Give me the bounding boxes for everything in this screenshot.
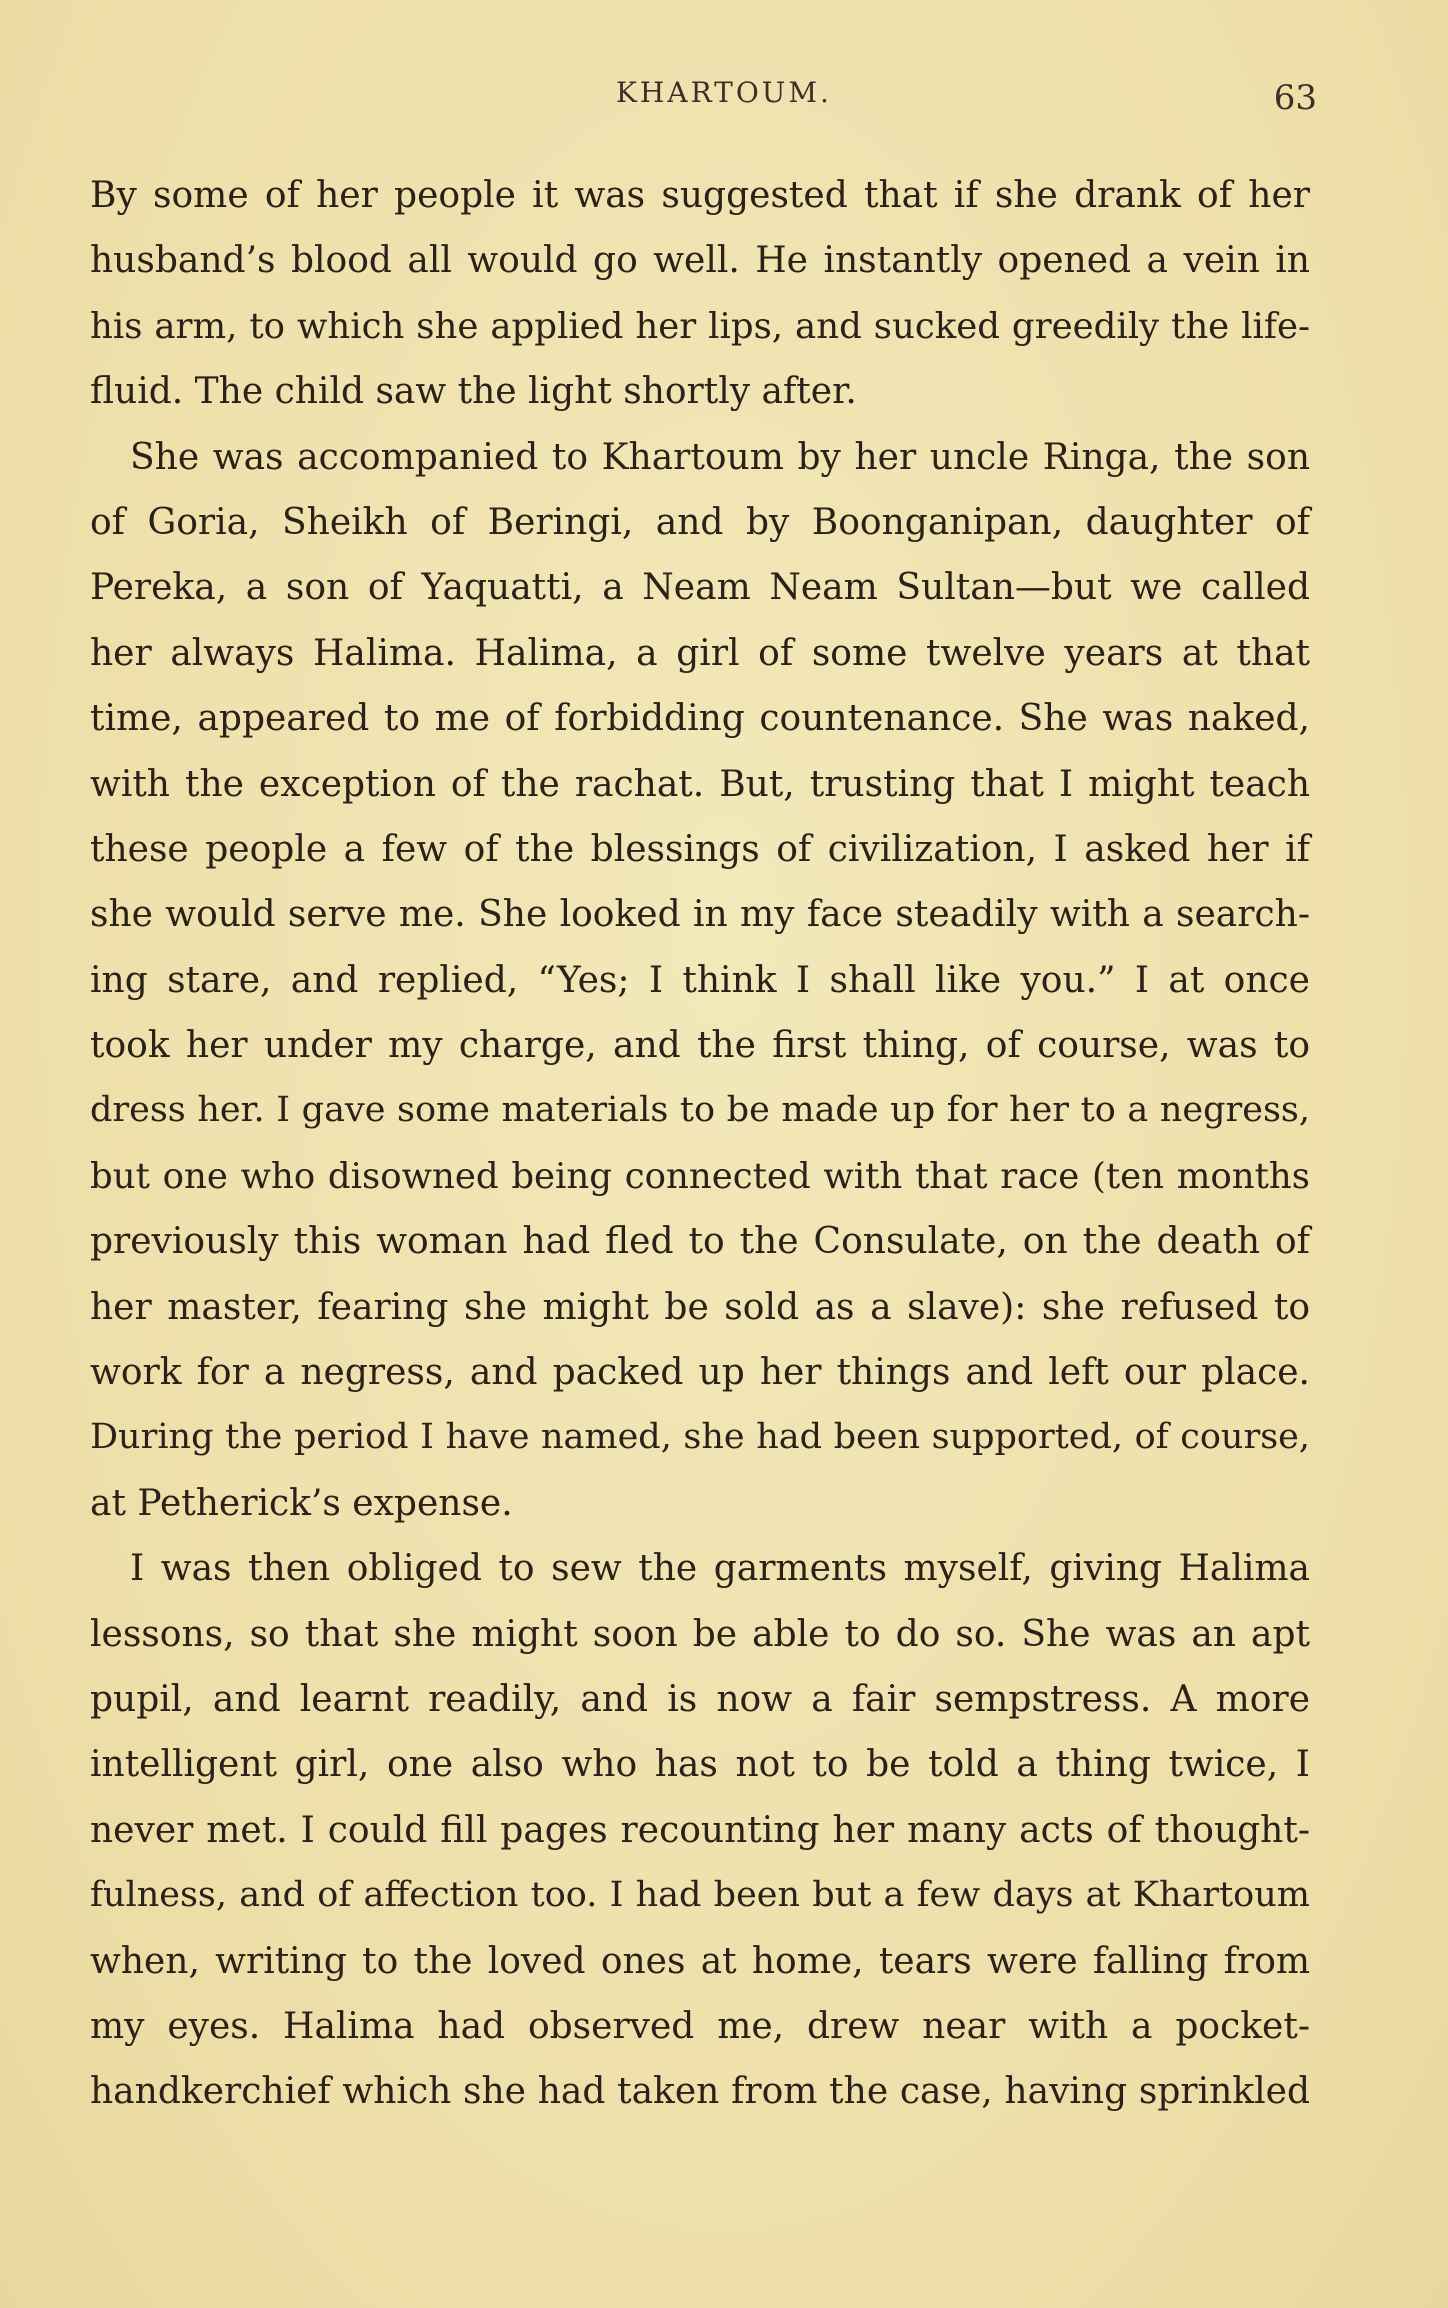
text-line: husband’s blood all would go well. He instantly opened a vein in [90,240,1310,282]
text-line: her always Halima. Halima, a girl of some twelve years at that [90,632,1310,674]
text-line: dress her. I gave some materials to be made up for her to a negress, [90,1090,1310,1131]
text-line: work for a negress, and packed up her things and left our place. [90,1352,1310,1394]
text-line: ing stare, and replied, “Yes; I think I shall like you.” I at once [90,959,1310,1001]
text-line: During the period I have named, she had been supported, of course, [90,1417,1310,1458]
page-number: 63 [1273,78,1317,118]
text-line: of Goria, Sheikh of Beringi, and by Boonganipan, daughter of [90,501,1310,543]
text-line: these people a few of the blessings of civilization, I asked her if [90,828,1310,870]
text-line: previously this woman had fled to the Consulate, on the death of [90,1221,1310,1263]
text-line: fulness, and of affection too. I had been but a few days at Khartoum [90,1875,1310,1916]
text-line: my eyes. Halima had observed me, drew near with a pocket- [90,2005,1310,2047]
text-line: when, writing to the loved ones at home, tears were falling from [90,1940,1310,1982]
text-line: she would serve me. She looked in my face steadily with a search- [90,894,1310,936]
text-line: but one who disowned being connected with that race (ten months [90,1155,1310,1197]
text-line: time, appeared to me of forbidding countenance. She was naked, [90,698,1310,740]
text-line: never met. I could fill pages recounting her many acts of thought- [90,1809,1310,1851]
body-text [90,163,1310,2125]
text-line: at Petherick’s expense. [90,1482,513,1524]
text-line: By some of her people it was suggested that if she drank of her [90,175,1310,216]
text-line: fluid. The child saw the light shortly after. [90,371,857,413]
text-line: handkerchief which she had taken from the case, having sprinkled [90,2071,1310,2113]
text-line: her master, fearing she might be sold as a slave): she refused to [90,1286,1310,1328]
text-line: his arm, to which she applied her lips, and sucked greedily the life- [90,305,1310,347]
text-line: I was then obliged to sew the garments myself, giving Halima [130,1548,1310,1590]
text-line: took her under my charge, and the first thing, of course, was to [90,1025,1310,1067]
running-head [0,76,1448,116]
running-title: KHARTOUM. [616,76,832,109]
text-line: Pereka, a son of Yaquatti, a Neam Neam Sultan—but we called [90,567,1310,609]
text-line: with the exception of the rachat. But, trusting that I might teach [90,763,1310,805]
text-line: pupil, and learnt readily, and is now a fair sempstress. A more [90,1678,1310,1720]
text-line: intelligent girl, one also who has not to be told a thing twice, I [90,1744,1310,1786]
text-line: She was accompanied to Khartoum by her uncle Ringa, the son [130,436,1310,478]
text-line: lessons, so that she might soon be able to do so. She was an apt [90,1613,1310,1655]
